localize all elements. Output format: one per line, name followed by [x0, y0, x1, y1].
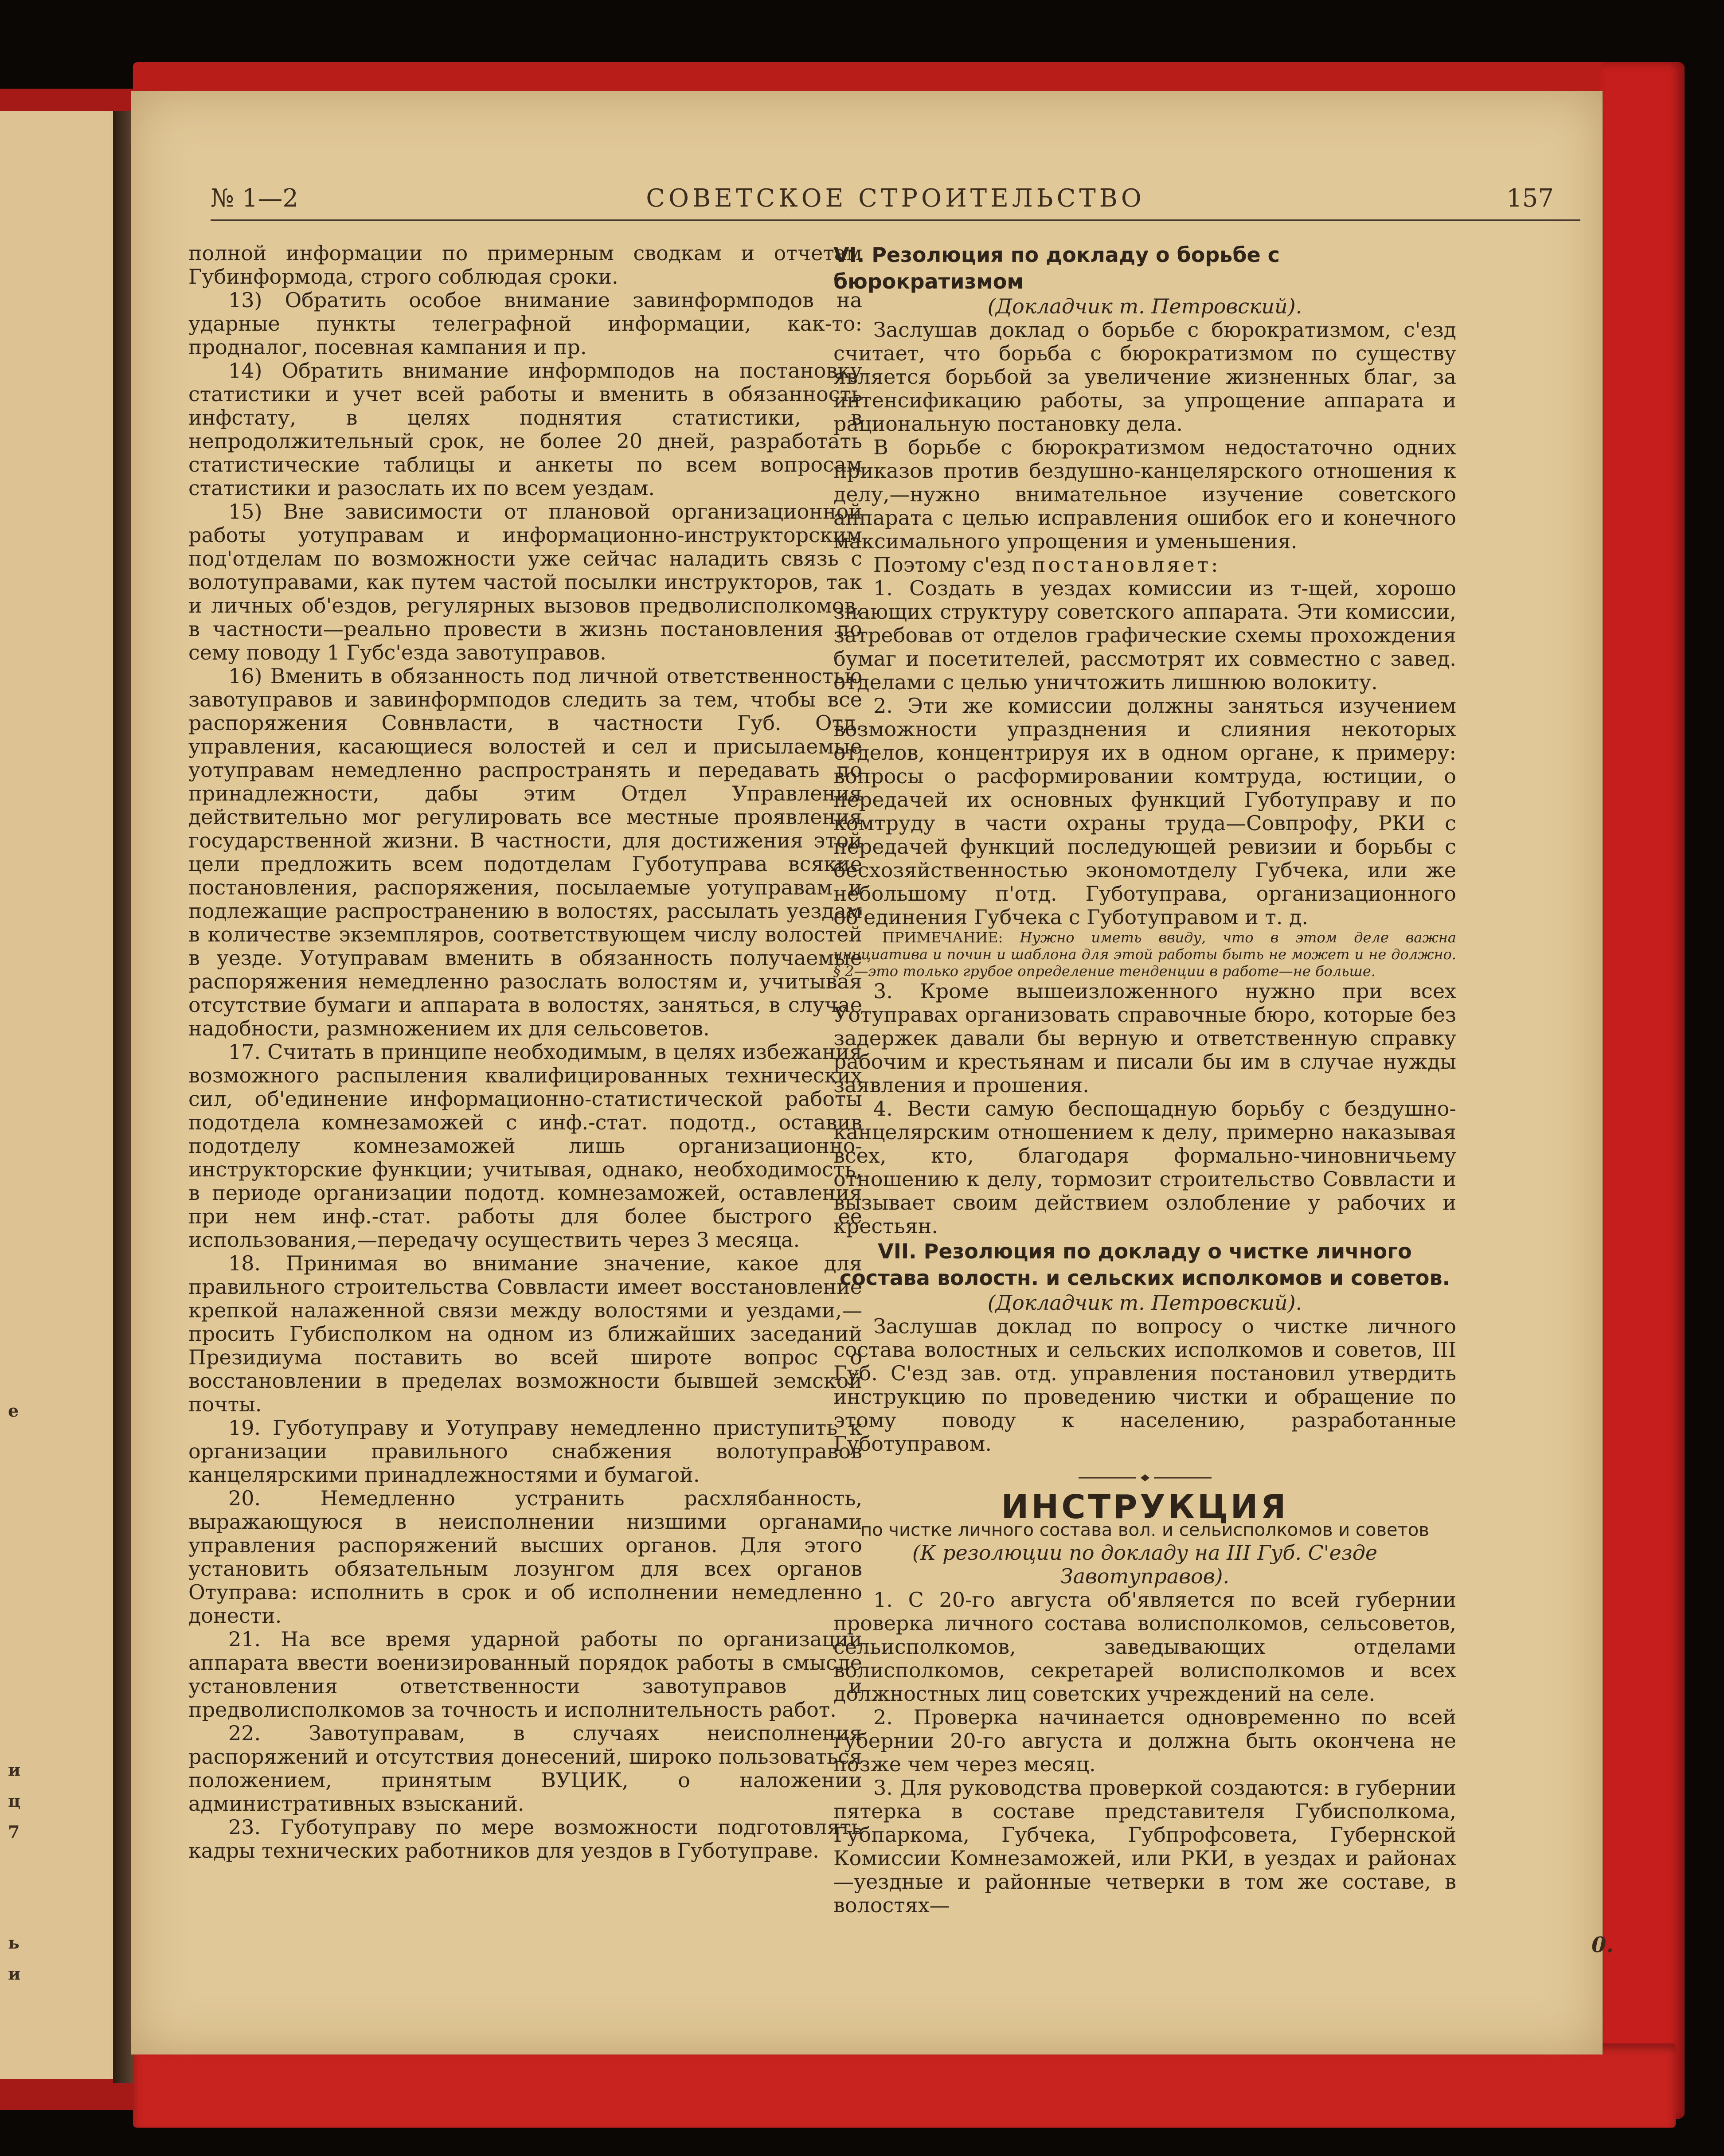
- paragraph: 14) Обратить внимание информподов на постановку статистики и учет всей работы и вменить в обязанность инфстату, в целях поднятия статистики, в непродолжительный срок, не более 20 дней, разработать статистические таблицы и анкеты по всем вопросам статистики и разослать их по всем уездам.: [188, 359, 862, 500]
- left-column: [188, 242, 862, 2028]
- paragraph: 21. На все время ударной работы по организации аппарата ввести военизированный порядок работы в смысле установления ответственности завотуправов и предволисполкомов за точность и исполнительность работ.: [188, 1627, 862, 1722]
- list-item: 2. Эти же комиссии должны заняться изучением возможности упразднения и слияния некоторых отделов, концентрируя их в одном органе, к примеру: вопросы о расформировании комтруда, юстиции, о передачей их основных функций Губотуправу и по комтруду в части охраны труда—Совпрофу, РКИ с передачей функций последующей ревизии и борьбы с бесхозяйственностью экономотделу Губчека, или же небольшому п'отд. Губотуправа, организационного об'единения Губчека с Губотуправом и т. д.: [833, 694, 1456, 929]
- footnote-label: ПРИМЕЧАНИЕ:: [882, 929, 1003, 946]
- paragraph: Заслушав доклад по вопросу о чистке личного состава волостных и сельских исполкомов и советов, III Губ. С'езд зав. отд. управления постановил утвердить инструкцию по проведению чистки и обращение по этому поводу к населению, разработанные Губотуправом.: [833, 1314, 1456, 1456]
- instruction-title: ИНСТРУКЦИЯ: [1001, 1488, 1289, 1526]
- section-6-speaker: (Докладчик т. Петровский).: [987, 294, 1302, 318]
- list-item: 1. Создать в уездах комиссии из т-щей, хорошо знающих структуру советского аппарата. Эти комиссии, затребовав от отделов графические схемы прохождения бумаг и посетителей, рассмотрят их совместно с завед. отделами с целью уничтожить лишнюю волокиту.: [833, 576, 1456, 694]
- ornament-divider: [1079, 1473, 1212, 1482]
- paragraph: 23. Губотуправу по мере возможности подготовлять кадры технических работников для уездов в Губотуправе.: [188, 1815, 862, 1863]
- paragraph: полной информации по примерным сводкам и отчетам Губинформода, строго соблюдая сроки.: [188, 242, 862, 289]
- journal-page: [131, 91, 1603, 2054]
- paragraph: В борьбе с бюрократизмом недостаточно одних приказов против бездушно-канцелярского отношения к делу,—нужно внимательное изучение советского аппарата с целью исправления ошибок его и конечного максимального упрощения и уменьшения.: [833, 435, 1456, 553]
- paragraph: 19. Губотуправу и Уотуправу немедленно приступить к организации правильного снабжения волотуправов канцелярскими принадлежностями и бумагой.: [188, 1416, 862, 1487]
- list-item: 3. Для руководства проверкой создаются: в губернии пятерка в составе представителя Губисполкома, Губпаркома, Губчека, Губпрофсовета, Губернской Комиссии Комнезаможей, или РКИ, в уездах и районах—уездные и районные четверки в том же составе, в волостях—: [833, 1776, 1456, 1917]
- facing-page-fragment: и: [8, 1760, 21, 1780]
- section-7-speaker: (Докладчик т. Петровский).: [987, 1291, 1302, 1315]
- page-edge-fragment: 0.: [1591, 1933, 1614, 1957]
- paragraph: 17. Считать в принципе необходимым, в целях избежания возможного распыления квалифицированных технических сил, об'единение информационно-статистической работы подотдела комнезаможей с инф.-стат. подотд., оставив подотделу комнезаможей лишь организационно-инструкторские функции; учитывая, однако, необходимость, в периоде организации подотд. комнезаможей, оставления при нем инф.-стат. работы для более быстрого ее использования,—передачу осуществить через 3 месяца.: [188, 1040, 862, 1252]
- list-item: 4. Вести самую беспощадную борьбу с бездушно-канцелярским отношением к делу, примерно наказывая всех, кто, благодаря формально-чиновничьему отношению к делу, тормозит строительство Соввласти и вызывает своим действием озлобление у рабочих и крестьян.: [833, 1097, 1456, 1238]
- decree-word: постановляет:: [1032, 553, 1221, 577]
- journal-title: СОВЕТСКОЕ СТРОИТЕЛЬСТВО: [646, 184, 1145, 213]
- paragraph: Заслушав доклад о борьбе с бюрократизмом, с'езд считает, что борьба с бюрократизмом по существу является борьбой за увеличение жизненных благ, за интенсификацию работы, за упрощение аппарата и рациональную постановку дела.: [833, 318, 1456, 436]
- paragraph: 20. Немедленно устранить расхлябанность, выражающуюся в неисполнении низшими органами управления распоряжений высших органов. Для этого установить обязательным лозунгом для всех органов Отуправа: исполнить в срок и об исполнении немедленно донести.: [188, 1486, 862, 1628]
- paragraph: 15) Вне зависимости от плановой организационной работы уотуправам и информационно-инструкторским под'отделам по возможности уже сейчас наладить связь с волотуправами, как путем частой посылки инструкторов, так и личных об'ездов, регулярных вызовов предволисполкомов, в частности—реально провести в жизнь постановления по сему поводу 1 Губс'езда завотуправов.: [188, 500, 862, 664]
- decree-lead: Поэтому с'езд: [873, 553, 1026, 577]
- facing-page-fragment: 7: [8, 1822, 20, 1842]
- list-item: 1. С 20-го августа об'является по всей губернии проверка личного состава волисполкомов, сельсоветов, сельисполкомов, заведывающих отделами волисполкомов, секретарей волисполкомов и всех должностных лиц советских учреждений на селе.: [833, 1588, 1456, 1706]
- footnote-text: Нужно иметь ввиду, что в этом деле важна инициатива и почин и шаблона для этой работы быть не может и не должно. § 2—это только грубое определение тенденции в работе—не больше.: [833, 929, 1456, 980]
- instruction-subtitle: по чистке личного состава вол. и сельисполкомов и советов: [860, 1520, 1429, 1540]
- facing-page: [0, 111, 126, 2079]
- book-gutter: [113, 111, 133, 2083]
- instruction-note: (К резолюции по докладу на III Губ. С'езде Завотуправов).: [912, 1541, 1378, 1588]
- book-cover-right: [1600, 62, 1685, 2119]
- list-item: 3. Кроме вышеизложенного нужно при всех Уотуправах организовать справочные бюро, которые без задержек давали бы верную и ответственную справку рабочим и крестьянам и писали бы им в случае нужды заявления и прошения.: [833, 979, 1456, 1097]
- section-6-title: VI. Резолюция по докладу о борьбе с бюрократизмом: [833, 243, 1280, 293]
- page-number: 157: [1506, 184, 1554, 213]
- paragraph: 16) Вменить в обязанность под личной ответственностью завотуправов и завинформподов следить за тем, чтобы все распоряжения Совнвласти, в частности Губ. Отд. управления, касающиеся волостей и сел и присылаемые уотуправам немедленно распространять и передавать по принадлежности, дабы этим Отдел Управления действительно мог регулировать все местные проявления государственной жизни. В частности, для достижения этой цели предложить всем подотделам Губотуправа всякие постановления, распоряжения, посылаемые уотуправам и подлежащие распространению в волостях, рассылать уездам в количестве экземпляров, соответствующем числу волостей в уезде. Уотуправам вменить в обязанность получаемые распоряжения немедленно разослать волостям и, учитывая отсутствие бумаги и аппарата в волостях, заняться, в случае надобности, размножением их для сельсоветов.: [188, 664, 862, 1040]
- decree-line: [833, 553, 1456, 577]
- footnote: [833, 929, 1456, 980]
- facing-page-fragment: ь: [8, 1933, 20, 1953]
- facing-page-fragment: е: [8, 1401, 19, 1421]
- right-column: [833, 242, 1456, 2028]
- facing-page-fragment: и: [8, 1964, 21, 1984]
- section-7-title: VII. Резолюция по докладу о чистке личного состава волостн. и сельских исполкомов и советов.: [839, 1239, 1450, 1290]
- facing-page-fragment: ц: [8, 1791, 21, 1811]
- issue-number: № 1—2: [211, 184, 299, 213]
- running-header: [211, 180, 1580, 221]
- paragraph: 22. Завотуправам, в случаях неисполнения распоряжений и отсутствия донесений, широко пользоваться положением, принятым ВУЦИК, о наложении административных взысканий.: [188, 1721, 862, 1816]
- paragraph: 18. Принимая во внимание значение, какое для правильного строительства Соввласти имеет восстановление крепкой налаженной связи между волостями и уездами,—просить Губисполком на одном из ближайших заседаний Президиума поставить во всей широте вопрос о восстановлении в пределах возможности бывшей земской почты.: [188, 1251, 862, 1416]
- book-cover-bottom: [133, 2043, 1676, 2128]
- paragraph: 13) Обратить особое внимание завинформподов на ударные пункты телеграфной информации, как-то: продналог, посевная кампания и пр.: [188, 288, 862, 359]
- list-item: 2. Проверка начинается одновременно по всей губернии 20-го августа и должна быть окончена не позже чем через месяц.: [833, 1705, 1456, 1776]
